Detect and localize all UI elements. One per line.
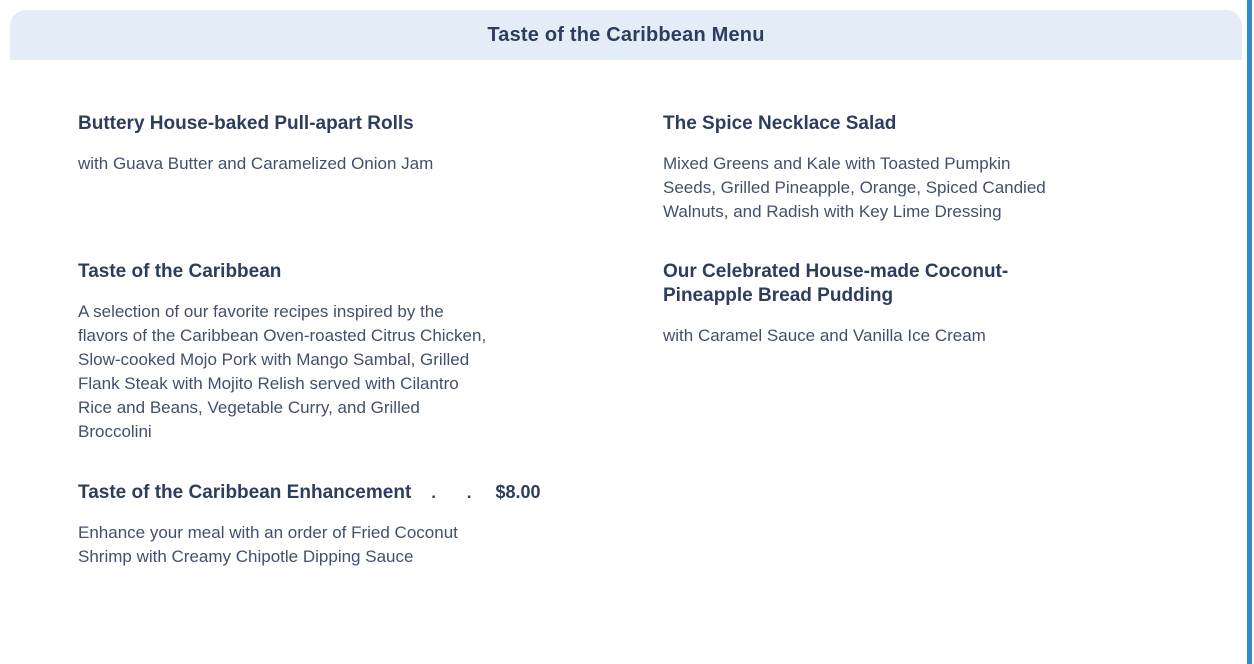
menu-item-taste-of-the-caribbean [78,260,493,444]
menu-item-bread-pudding [663,260,1063,348]
leader-dots: . . [431,483,478,502]
menu-content [78,112,1063,569]
menu-item-name-with-price [78,480,541,505]
menu-item-caribbean-enhancement [78,480,541,569]
menu-item-name: Our Celebrated House-made Coconut-Pineapple Bread Pudding [663,261,1009,306]
scrollbar-thumb[interactable] [1247,0,1252,664]
menu-item-description: with Guava Butter and Caramelized Onion Jam [78,154,434,173]
menu-item-name: Taste of the Caribbean [78,261,282,282]
menu-item-description: Enhance your meal with an order of Fried Coconut Shrimp with Creamy Chipotle Dipping Sauce [78,523,458,566]
menu-header-bar [10,10,1242,60]
menu-item-description: Mixed Greens and Kale with Toasted Pumpkin Seeds, Grilled Pineapple, Orange, Spiced Candied Walnuts, and Radish with Key Lime Dressing [663,154,1046,221]
menu-item-description: A selection of our favorite recipes inspired by the flavors of the Caribbean Oven-roasted Citrus Chicken, Slow-cooked Mojo Pork with Mango Sambal, Grilled Flank Steak with Mojito Relish served with Cilantro Rice and Beans, Vegetable Curry, and Grilled Broccolini [78,302,487,441]
menu-item-name: Taste of the Caribbean Enhancement [78,482,412,503]
menu-item-name: Buttery House-baked Pull-apart Rolls [78,113,414,134]
menu-item-price: $8.00 [495,482,541,502]
menu-item-spice-necklace-salad [663,112,1063,224]
menu-item-description: with Caramel Sauce and Vanilla Ice Cream [663,326,986,345]
menu-item-pull-apart-rolls [78,112,493,176]
scrollbar-track [1246,0,1254,664]
menu-item-name: The Spice Necklace Salad [663,113,897,134]
page-title: Taste of the Caribbean Menu [487,23,765,46]
